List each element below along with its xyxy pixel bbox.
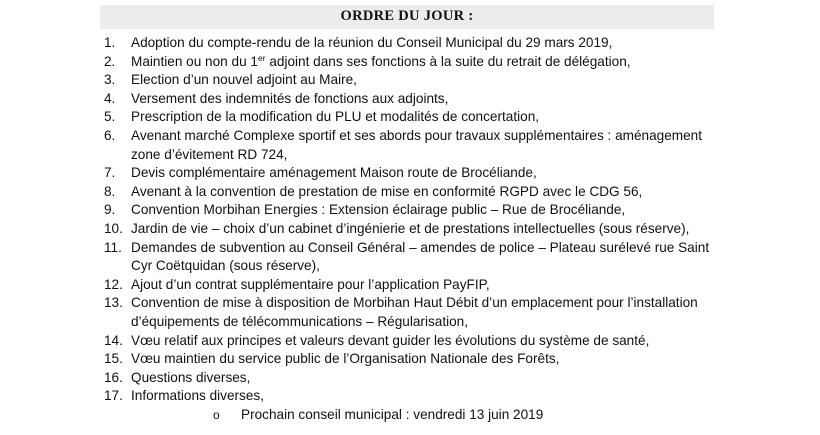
agenda-item bbox=[0, 387, 820, 406]
item-number: 4. bbox=[104, 90, 116, 106]
item-number: 2. bbox=[104, 53, 116, 69]
item-text: Jardin de vie – choix d’un cabinet d’ingénierie et de prestations intellectuelles (sous réserve), bbox=[131, 220, 690, 236]
agenda-item bbox=[0, 220, 820, 239]
item-number: 3. bbox=[104, 72, 116, 88]
item-number: 14. bbox=[104, 332, 123, 348]
item-text: Ajout d’un contrat supplémentaire pour l’application PayFIP, bbox=[131, 276, 490, 292]
item-text: Vœu relatif aux principes et valeurs devant guider les évolutions du système de santé, bbox=[131, 332, 650, 348]
item-text: Convention de mise à disposition de Morbihan Haut Débit d’un emplacement pour l’installation d’équipements de télécommunications – Régularisation, bbox=[131, 295, 698, 329]
item-text: Avenant à la convention de prestation de mise en conformité RGPD avec le CDG 56, bbox=[131, 183, 643, 199]
agenda-item bbox=[0, 90, 820, 109]
item-number: 11. bbox=[104, 239, 122, 255]
agenda-item bbox=[0, 127, 820, 164]
item-number: 8. bbox=[104, 183, 116, 199]
agenda-item bbox=[0, 369, 820, 388]
agenda-item bbox=[0, 239, 820, 276]
item-text: Vœu maintien du service public de l’Organisation Nationale des Forêts, bbox=[131, 351, 560, 367]
item-number: 16. bbox=[104, 369, 123, 385]
agenda-item bbox=[0, 294, 820, 331]
agenda-item bbox=[0, 108, 820, 127]
agenda-item bbox=[0, 164, 820, 183]
title-bar bbox=[100, 5, 714, 29]
item-number: 1. bbox=[104, 35, 116, 50]
circle-bullet-icon: o bbox=[213, 407, 220, 422]
item-text: Devis complémentaire aménagement Maison route de Brocéliande, bbox=[131, 165, 537, 181]
agenda-item bbox=[0, 53, 820, 72]
item-text: Informations diverses, bbox=[131, 388, 264, 404]
agenda-item bbox=[0, 276, 820, 295]
item-text-continued: adjoint dans ses fonctions à la suite du retrait de délégation, bbox=[265, 53, 631, 69]
item-number: 17. bbox=[104, 388, 123, 404]
next-council-text: Prochain conseil municipal : vendredi 13 juin 2019 bbox=[241, 406, 544, 422]
item-text: Adoption du compte-rendu de la réunion du Conseil Municipal du 29 mars 2019, bbox=[131, 35, 613, 50]
item-number: 13. bbox=[104, 295, 123, 311]
agenda-item bbox=[0, 183, 820, 202]
item-number: 12. bbox=[104, 276, 123, 292]
agenda-item bbox=[0, 34, 820, 53]
agenda-list bbox=[0, 34, 820, 424]
agenda-item bbox=[0, 201, 820, 220]
item-text: Questions diverses, bbox=[131, 369, 251, 385]
agenda-item bbox=[0, 350, 820, 369]
item-text: Convention Morbihan Energies : Extension éclairage public – Rue de Brocéliande, bbox=[131, 202, 626, 218]
item-number: 10. bbox=[104, 220, 123, 236]
agenda-item bbox=[0, 71, 820, 90]
item-text: Election d’un nouvel adjoint au Maire, bbox=[131, 72, 357, 88]
ordinal-superscript: er bbox=[257, 52, 266, 63]
item-number: 7. bbox=[104, 165, 116, 181]
item-text: Avenant marché Complexe sportif et ses abords pour travaux supplémentaires : aménagement zone d’évitement RD 724, bbox=[131, 127, 702, 162]
item-text: Demandes de subvention au Conseil Général – amendes de police – Plateau surélevé rue Saint Cyr Coëtquidan (sous réserve), bbox=[131, 239, 710, 274]
next-council-note bbox=[0, 406, 820, 425]
item-number: 5. bbox=[104, 109, 116, 125]
agenda-title: ORDRE DU JOUR : bbox=[340, 8, 474, 24]
item-number: 6. bbox=[104, 127, 116, 143]
item-text: Versement des indemnités de fonctions aux adjoints, bbox=[131, 90, 449, 106]
item-text: Maintien ou non du 1 bbox=[131, 53, 258, 69]
item-number: 15. bbox=[104, 351, 123, 367]
agenda-item bbox=[0, 332, 820, 351]
item-number: 9. bbox=[104, 202, 116, 218]
item-text: Prescription de la modification du PLU et modalités de concertation, bbox=[131, 109, 540, 125]
